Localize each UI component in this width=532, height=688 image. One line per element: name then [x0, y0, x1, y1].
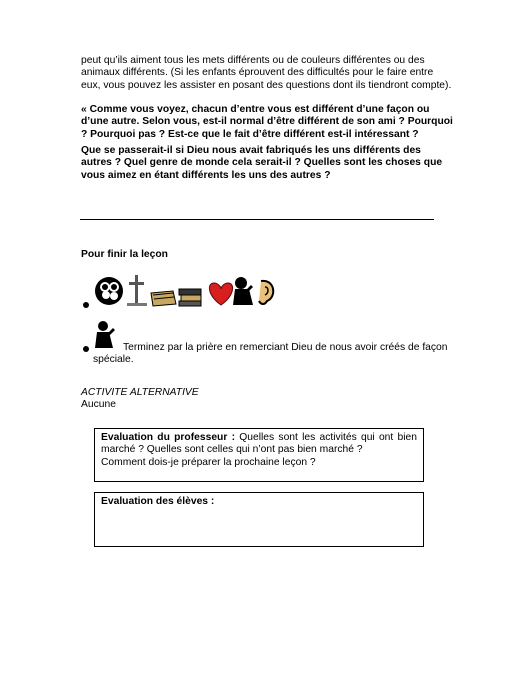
bible-icon	[151, 291, 176, 306]
student-evaluation-label: Evaluation des élèves :	[101, 496, 215, 507]
cross-icon	[127, 275, 147, 306]
bullet-dot	[83, 346, 89, 352]
question-paragraph-1: « Comme vous voyez, chacun d’entre vous est différent d’une façon ou d’une autre. Selon vous, est-il normal d’être différent de son ami ? Pourquoi ? Pourquoi pas ? Est-ce que le fait d’être différent est-il intéressant ?	[81, 104, 453, 140]
teacher-evaluation-label: Evaluation du professeur :	[101, 432, 236, 443]
activity-icons-row	[93, 271, 278, 309]
heads-icon	[95, 277, 123, 305]
student-evaluation-box	[94, 492, 424, 547]
intro-paragraph: peut qu’ils aiment tous les mets différents ou de couleurs différentes ou des animaux différents. (Si les enfants éprouvent des difficultés pour le faire entre eux, vous pouvez les assister en posant des questions dont ils tiendront compte).	[81, 55, 452, 91]
teacher-evaluation-questions: Quelles sont les activités qui ont bien marché ? Quelles sont celles qui n’ont pas bien marché ?	[101, 432, 417, 456]
bullet-dot	[83, 302, 89, 308]
praying-child-icon	[233, 277, 253, 305]
ear-icon	[259, 281, 273, 304]
heart-icon	[209, 283, 232, 305]
closing-instruction-continued: spéciale.	[93, 354, 134, 365]
section-title: Pour finir la leçon	[81, 249, 168, 260]
student-evaluation-text	[101, 496, 417, 508]
closing-instruction: Terminez par la prière en remerciant Dieu de nous avoir créés de façon	[123, 342, 448, 353]
alternative-activity-title: ACTIVITE ALTERNATIVE	[81, 387, 199, 398]
teacher-evaluation-text	[101, 432, 417, 469]
books-icon	[179, 289, 201, 306]
teacher-evaluation-question-next: Comment dois-je préparer la prochaine leçon ?	[101, 456, 316, 468]
praying-child-icon	[93, 320, 119, 354]
horizontal-rule	[80, 219, 434, 220]
alternative-activity-value: Aucune	[81, 399, 116, 410]
teacher-evaluation-box	[94, 428, 424, 482]
question-paragraph-2: Que se passerait-il si Dieu nous avait fabriqués les uns différents des autres ? Quel genre de monde cela serait-il ? Quelles sont les choses que vous aimez en étant différents les uns des autres ?	[81, 145, 443, 181]
